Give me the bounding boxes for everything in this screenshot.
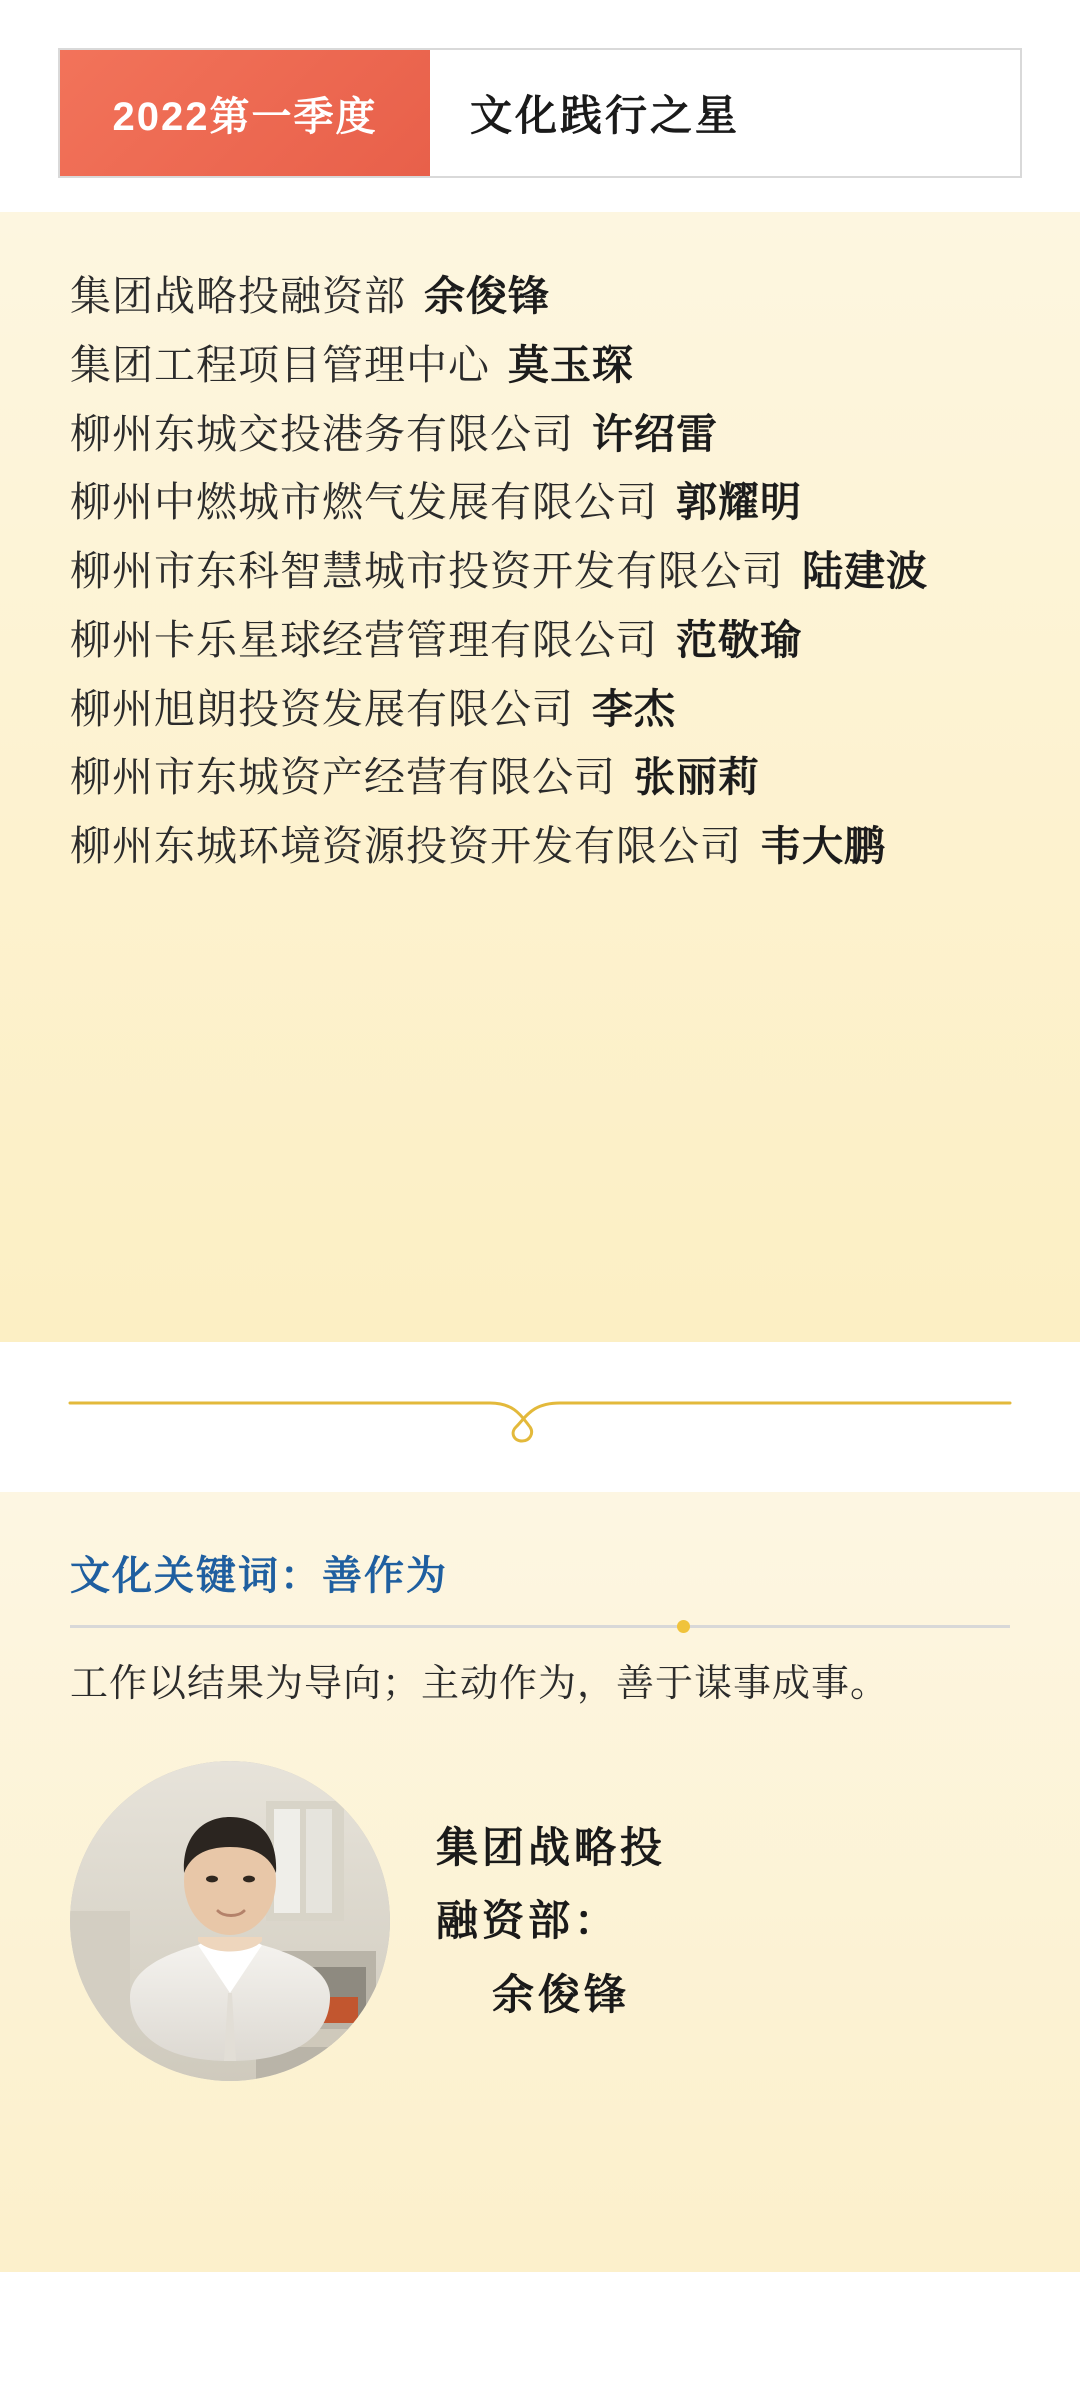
honoree-dept: 柳州卡乐星球经营管理有限公司	[70, 616, 658, 663]
honoree-dept: 柳州东城环境资源投资开发有限公司	[70, 823, 742, 870]
keyword-title: 文化关键词：善作为	[70, 1554, 448, 1598]
quarter-badge: 2022第一季度	[60, 50, 430, 176]
honoree-dept: 集团工程项目管理中心	[70, 341, 490, 388]
honoree-name: 陆建波	[802, 548, 928, 595]
header-banner	[58, 48, 1022, 178]
list-item	[70, 264, 1010, 329]
honoree-name: 余俊锋	[424, 273, 550, 319]
featured-dept-line2: 融资部：	[436, 1897, 621, 1945]
featured-person-label	[436, 1811, 666, 2032]
honoree-dept: 柳州旭朗投资发展有限公司	[70, 685, 574, 732]
featured-person	[70, 1761, 1010, 2141]
section-divider	[0, 1342, 1080, 1492]
swirl-divider-icon	[60, 1377, 1020, 1457]
honoree-name: 张丽莉	[634, 754, 760, 801]
avatar	[70, 1761, 390, 2081]
list-item	[70, 470, 1010, 535]
honoree-name: 许绍雷	[592, 410, 718, 457]
honoree-name: 莫玉琛	[508, 341, 634, 388]
honoree-dept: 柳州中燃城市燃气发展有限公司	[70, 479, 658, 526]
honoree-name: 范敬瑜	[676, 616, 802, 663]
page-title: 文化践行之星	[470, 92, 741, 139]
honoree-name: 郭耀明	[676, 479, 802, 526]
honoree-dept: 柳州东城交投港务有限公司	[70, 410, 574, 457]
honoree-list	[0, 212, 1080, 1342]
list-item	[70, 539, 1010, 604]
honoree-name: 韦大鹏	[760, 823, 886, 870]
keyword-description: 工作以结果为导向；主动作为，善于谋事成事。	[70, 1663, 890, 1705]
keyword-section	[0, 1492, 1080, 2272]
list-item	[70, 402, 1010, 467]
featured-dept-line1: 集团战略投	[436, 1823, 667, 1871]
honoree-name: 李杰	[592, 685, 676, 732]
keyword-underline	[70, 1625, 1010, 1628]
featured-person-name: 余俊锋	[492, 1970, 631, 2018]
honoree-dept: 集团战略投融资部	[70, 273, 406, 319]
list-item	[70, 677, 1010, 742]
list-item	[70, 745, 1010, 810]
list-item	[70, 814, 1010, 879]
list-item	[70, 608, 1010, 673]
list-item	[70, 333, 1010, 398]
honoree-dept: 柳州市东城资产经营有限公司	[70, 754, 616, 801]
portrait-photo-icon	[70, 1761, 390, 2081]
honoree-dept: 柳州市东科智慧城市投资开发有限公司	[70, 548, 784, 595]
